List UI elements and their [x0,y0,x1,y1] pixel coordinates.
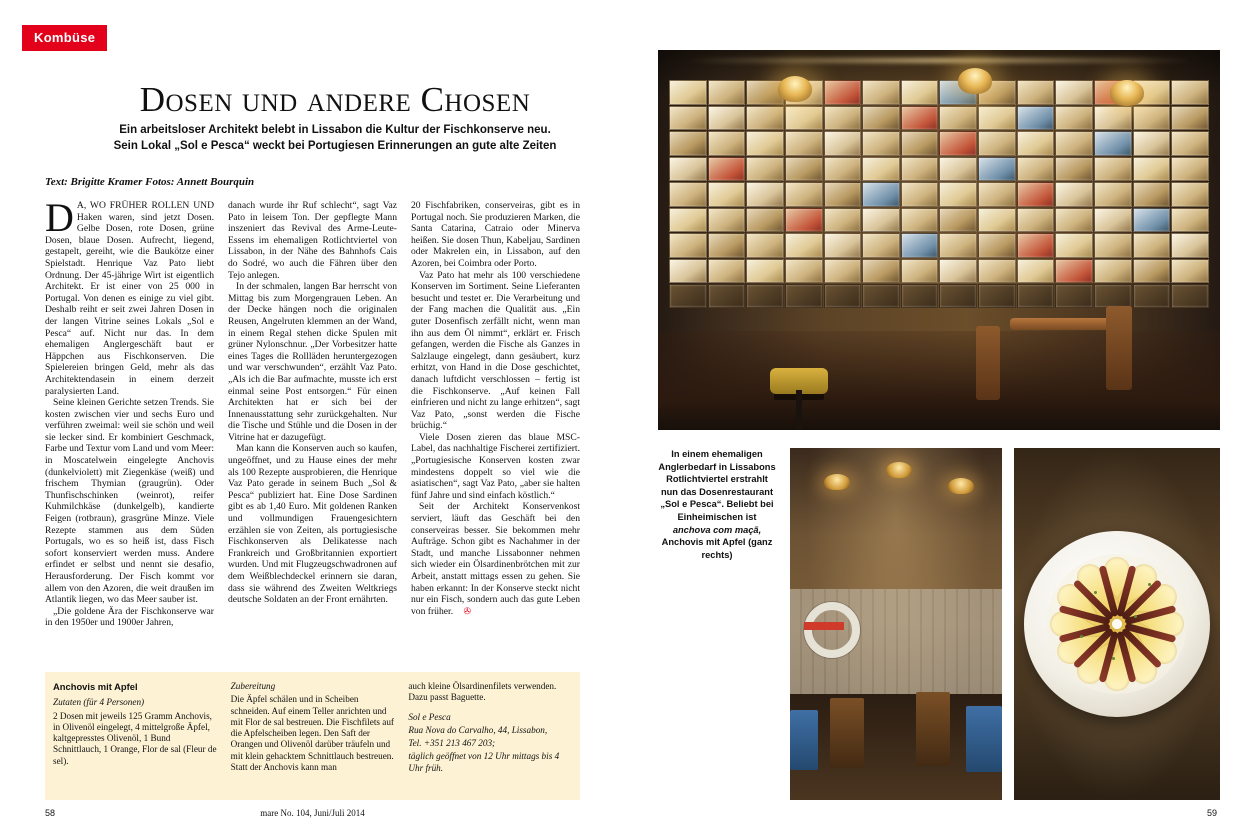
pendant-lamp-icon [958,68,992,94]
article-body [45,195,580,629]
paragraph: Vaz Pato hat mehr als 100 verschiedene Konserven im Sortiment. Seine Lieferanten besucht und testet er. Die Verarbeitung und der Fang machen die Qualität aus. „Ein guter Dosenfisch zerfällt nicht, wenn man ihn aus dem Öl nimmt“, erklärt er. Frisch gefangen, werden die Fische als Ganzes in Salzlauge eingelegt, dann gesäubert, kurz erhitzt, von Hand in die Dose geschichtet, danach luftdicht verschlossen – fertig ist die Fischkonserve. „Auf keinen Fall einfrieren und nicht zu lange erhitzen“, sagt Vaz Pato, „sonst werden die Fische brüchig.“ [411,269,580,432]
right-page [625,0,1250,833]
recipe-ingredients-heading: Zutaten (für 4 Personen) [53,697,145,708]
recipe-title: Anchovis mit Apfel [53,681,138,692]
venue-phone: Tel. +351 213 467 203; [408,738,496,749]
paragraph: 20 Fischfabriken, conserveiras, gibt es in Portugal noch. Sie produzieren Marken, die Santa Catarina, Catraio oder Minerva heißen. Sie dosen Thun, Kabeljau, Sardinen oder Makrelen ein, in Lissabon, auf den Azoren, bei Coimbra oder Porto. [411,200,580,269]
paragraph [45,195,214,397]
chive-garnish [1094,591,1097,594]
pendant-lamp-icon [778,76,812,102]
article-subhead [100,122,570,154]
pendant-lamp-icon [948,478,974,494]
bar-stool-leg [796,390,802,430]
chair [916,692,950,766]
subhead-line-2: Sein Lokal „Sol e Pesca“ weckt bei Portugiesen Erinnerungen an gute alte Zeiten [113,140,557,152]
chair [976,326,1000,400]
chive-garnish [1080,635,1083,638]
page-number-right: 59 [1206,808,1217,818]
venue-address: Rua Nova do Carvalho, 44, Lissabon, [408,724,548,735]
chive-garnish [1148,583,1151,586]
pendant-lamp-icon [1110,80,1144,106]
chair [830,698,864,768]
venue-heading: Sol e Pesca [408,711,451,722]
paragraph-text: Seit der Architekt Konservenkost serviert, läuft das Geschäft bei den conserveiras besser. Sie bekommen mehr Aufträge. Schon gibt es Nachahmer in der Stadt, und manche Lissabonner nehmen sich wieder ein Ölsardinenbrötchen mit zur Arbeit, anstatt mittags essen zu gehen. Sie haben erkannt: In der Konserve steckt nicht nur ein Fisch, sondern auch das gute Leben von früher. [411,501,580,617]
recipe-preparation-heading: Zubereitung [230,681,276,691]
lifebuoy-icon [804,602,860,658]
paragraph: danach wurde ihr Ruf schlecht“, sagt Vaz Pato in leisem Ton. Der gepflegte Mann inszeniert das Revival des Arme-Leute-Essens im ehemaligen Rotlichtviertel von Lissabon, in der Nähe des Bahnhofs Cais do Sodré, wo auch die Fähren über den Tejo anlegen. [228,200,397,281]
paragraph-last [411,501,580,617]
plate [1024,531,1210,717]
paragraph-text: A, WO FRÜHER ROLLEN UND Haken waren, sind jetzt Dosen. Gelbe Dosen, rote Dosen, grüne Dosen, blaue Dosen. Aufrecht, liegend, gestapelt, gereiht, wie die Baukötze einer Spielstadt. Henrique Vaz Pato liebt Ordnung. Der 45-jährige Wirt ist eigentlich Architekt. Er ist einer von 25 000 in Portugal. Von denen es einige zu viel gibt. Deshalb reiht er seit zwei Jahren Dosen in der langen Vitrine seines Lokals „Sol e Pesca“ auf. Nicht nur das. In dem ehemaligen Anglergeschäft baut er Häppchen aus Fischkonserven. Die Spielereien bringen Geld, mehr als das Architektendasein in einem derzeit paralysierten Land. [45,200,214,397]
caption-line: Anchovis mit Apfel [661,537,746,548]
recipe-ingredients-column [53,681,217,776]
byline: Text: Brigitte Kramer Fotos: Annett Bourquin [45,176,255,188]
pendant-lamp-icon [886,462,912,478]
paragraph: „Die goldene Ära der Fischkonserve war in den 1950er und 1900er Jahren, [45,605,214,629]
body-column-2 [228,200,397,629]
drop-cap: D [45,195,74,240]
chive-garnish [1112,657,1115,660]
recipe-columns [53,681,572,776]
photo-restaurant-interior [790,448,1002,800]
end-mark-icon: ✇ [463,605,472,616]
recipe-preparation-text-cont: auch kleine Ölsardinenfilets verwenden. Dazu passt Baguette. [408,681,557,703]
photo-caption [658,448,776,561]
body-column-3 [411,200,580,629]
recipe-venue-column [408,681,572,776]
paragraph: Viele Dosen zieren das blaue MSC-Label, das nachhaltige Fischerei zertifiziert. „Portugiesische Konserven kosten zwar mindestens doppelt so viel wie die asiatischen“, sagt Vaz Pato, „aber sie halten fünf Jahre und sind einfach köstlich.“ [411,431,580,501]
caption-line: Rotlichtviertel erstrahlt [666,474,768,485]
photo-anchovy-apple-plate [1014,448,1220,800]
ceiling-light-strip [686,58,1192,63]
recipe-box [45,672,580,800]
caption-line: Anglerbedarf in Lissabons [658,461,776,472]
pendant-lamp-icon [824,474,850,490]
recipe-preparation-column [231,681,395,776]
canned-fish-shelving [669,80,1209,308]
caption-line-italic: anchova com maçã, [672,524,762,535]
body-column-1 [45,195,214,629]
paragraph: Man kann die Konserven auch so kaufen, ungeöffnet, und zu Hause eines der mehr als 100 Rezepte ausprobieren, die Henrique Vaz Pato gerade in seinem Buch „Sol & Pesca“ publiziert hat. Eine Dose Sardinen gibt es ab 1,40 Euro. Mit goldenen Ranken und vollmundigen Frauengesichtern erzählen sie von Zeiten, als portugiesische Fischkonserven als Delikatesse nach Frankreich und Großbritannien exportiert wurden. Und mit Flugzeugschwadronen auf dem Weißblechdeckel erinnern sie daran, dass sie während des Zweiten Weltkriegs deutsche Soldaten an der Front ernährten. [228,443,397,606]
blue-bench [966,706,1002,772]
recipe-preparation-text: Die Äpfel schälen und in Scheiben schneiden. Auf einem Teller anrichten und mit Flor de sal bestreuen. Die Fischfilets auf die Apfelscheiben legen. Den Saft der Orangen und Olivenöl darüber träufeln und mit klein gehacktem Schnittlauch bestreuen. Statt der Anchovis kann man [230,694,394,773]
caption-line: nun das Dosenrestaurant [660,486,774,497]
paragraph: In der schmalen, langen Bar herrscht von Mittag bis zum Morgengrauen Leben. An der Decke hängen noch die originalen Reusen, Angelruten klemmen an der Wand, in einem Regal stehen dicke Spulen mit grüner Nylonschnur. „Der Vorbesitzer hatte eines Tages die Rollläden heruntergezogen und war verschwunden“, erzählt Vaz Pato. „Als ich die Bar aufmachte, musste ich erst einmal seine Post entsorgen.“ Für einen Architekten hat er sich bei der Innenausstattung sehr zurückgehalten. Nur die Tische und Stühle und die Dosen in der Vitrine hat er dazugefügt. [228,281,397,443]
subhead-line-1: Ein arbeitsloser Architekt belebt in Lissabon die Kultur der Fischkonserve neu. [119,124,551,136]
caption-line: (ganz rechts) [701,537,773,560]
venue-hours: täglich geöffnet von 12 Uhr mittags bis 4 Uhr früh. [408,751,560,773]
paragraph: Seine kleinen Gerichte setzen Trends. Sie kosten zwischen vier und sechs Euro und verführen zweimal: weil sie schön und weil sie lecker sind. Er kombiniert Geschmack, Farbe und Textur vom Land und vom Meer: in Moscatelwein eingelegte Anchovis (dunkelviolett) mit Ziegenkäse (weiß) und frischem Thymian (graugrün). Oder Thunfischschinken (weinrot), reifer Kuhmilchkäse (dunkelgelb), kandierte Feigen (rotbraun), grasgrüne Minze. Viele Rezepte stammen aus dem Süden Portugals, wo es so heiß ist, dass Fisch sofort konserviert werden muss. Andere erfindet er selbst und nennt sie desafio, Herausforderung. Der Fisch kommt vor allem von den Azoren, die weit draußen im Atlantik liegen, wo das Meer sauber ist. [45,397,214,606]
page-number-left: 58 [45,808,56,818]
photo-shop-interior [658,50,1220,430]
section-label: Kombüse [22,25,107,51]
caption-line: In einem ehemaligen [671,449,763,459]
headline-text: Dosen und andere Chosen [139,80,531,119]
footer-issue-line: mare No. 104, Juni/Juli 2014 [260,808,365,818]
recipe-ingredients-text: 2 Dosen mit jeweils 125 Gramm Anchovis, in Olivenöl eingelegt, 4 mittelgroße Äpfel, kaltgepresstes Olivenöl, 1 Bund Schnittlauch, 1 Orange, Flor de sal (Fleur de sel). [53,710,217,766]
bar-counter [658,331,1220,430]
chive-garnish [1134,615,1137,618]
caption-line: „Sol e Pesca“. Beliebt [660,499,758,510]
blue-bench [790,710,818,770]
chair [1106,306,1132,390]
caption-line: bei Einheimischen ist [677,499,774,522]
page-title [100,80,570,120]
